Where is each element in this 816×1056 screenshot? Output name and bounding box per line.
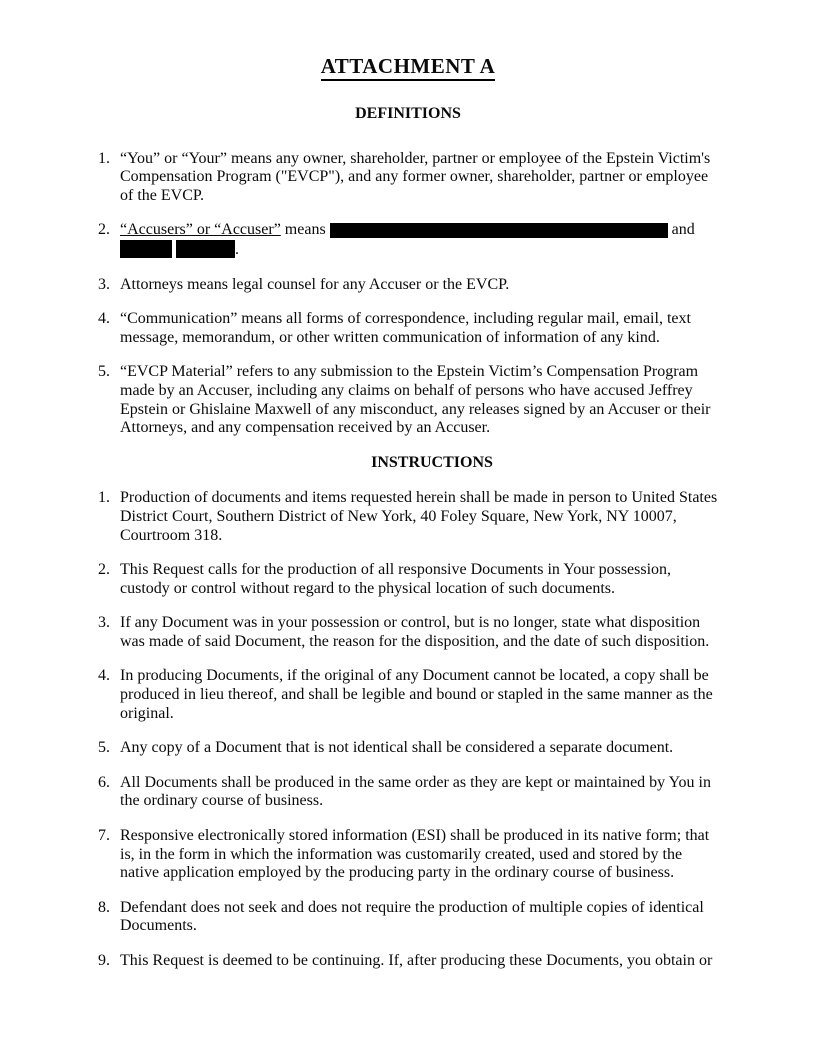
page-title	[98, 56, 718, 81]
definition-item: “EVCP Material” refers to any submission to the Epstein Victim’s Compensation Program made by an Accuser, including any claims on behalf of persons who have accused Jeffrey Epstein or Ghislaine Maxwell of any misconduct, any releases signed by an Accuser or their Attorneys, and any compensation received by an Accuser.	[120, 363, 711, 437]
page-title-text: ATTACHMENT A	[321, 56, 496, 81]
definition-item: Attorneys means legal counsel for any Accuser or the EVCP.	[120, 275, 510, 293]
instructions-list	[98, 489, 718, 970]
instruction-item: Any copy of a Document that is not identical shall be considered a separate document.	[120, 739, 674, 757]
definition-item: “Communication” means all forms of correspondence, including regular mail, email, text message, memorandum, or other written communication of information of any kind.	[120, 310, 691, 346]
definition-item	[120, 221, 718, 259]
instruction-item: Production of documents and items requested herein shall be made in person to United States District Court, Southern District of New York, 40 Foley Square, New York, NY 10007, Courtroom 318.	[120, 489, 718, 544]
instruction-item: This Request calls for the production of all responsive Documents in Your possession, custody or control without regard to the physical location of such documents.	[120, 561, 672, 597]
redaction-bar	[176, 240, 235, 258]
instruction-item: Responsive electronically stored information (ESI) shall be produced in its native form; that is, in the form in which the information was customarily created, used and stored by the native application employed by the producing party in the ordinary course of business.	[120, 827, 710, 882]
instruction-item: Defendant does not seek and does not require the production of multiple copies of identical Documents.	[120, 898, 704, 935]
instruction-item: All Documents shall be produced in the same order as they are kept or maintained by You in the ordinary course of business.	[120, 773, 711, 810]
instruction-item: In producing Documents, if the original of any Document cannot be located, a copy shall be produced in lieu thereof, and shall be legible and bound or stapled in the same manner as the original.	[120, 667, 713, 722]
instructions-heading: INSTRUCTIONS	[371, 453, 493, 471]
text-run: means	[280, 221, 330, 239]
redaction-bar	[120, 240, 172, 258]
underlined-term: “Accusers” or “Accuser”	[120, 221, 281, 239]
definitions-list	[98, 150, 718, 438]
redaction-bar	[330, 223, 668, 238]
definition-item: “You” or “Your” means any owner, shareholder, partner or employee of the Epstein Victim's Compensation Program ("EVCP"), and any former owner, shareholder, partner or employee of the EVCP.	[120, 149, 711, 204]
definitions-heading: DEFINITIONS	[355, 105, 461, 122]
text-run: .	[235, 240, 239, 258]
text-run: and	[667, 221, 695, 239]
instruction-item: If any Document was in your possession or control, but is no longer, state what disposition was made of said Document, the reason for the disposition, and the date of such disposition.	[120, 614, 710, 650]
instruction-item: This Request is deemed to be continuing. If, after producing these Documents, you obtain or	[120, 952, 713, 969]
